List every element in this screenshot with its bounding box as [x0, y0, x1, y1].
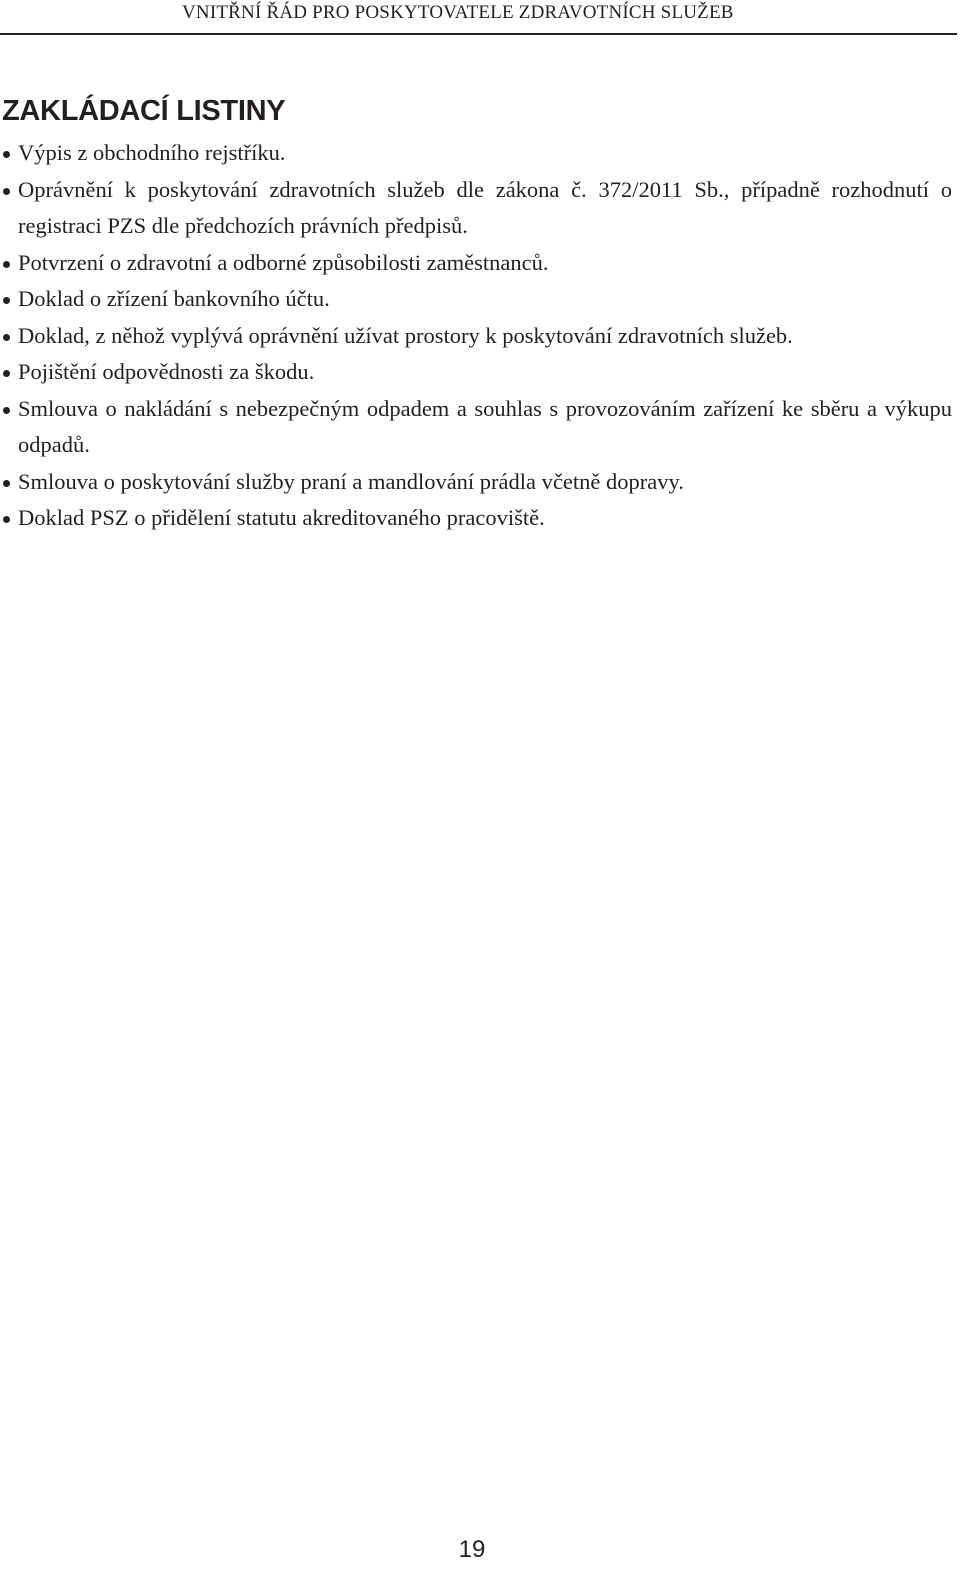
- running-header-title: VNITŘNÍ ŘÁD PRO POSKYTOVATELE ZDRAVOTNÍCH SLUŽEB: [182, 2, 734, 23]
- list-item: [0, 464, 952, 501]
- list-item: [0, 500, 952, 537]
- bullet-icon: [3, 480, 10, 487]
- list-item: [0, 318, 952, 355]
- list-item: [0, 391, 952, 464]
- bullet-icon: [3, 334, 10, 341]
- bullet-icon: [3, 188, 10, 195]
- document-list: [0, 135, 952, 537]
- list-item: [0, 281, 952, 318]
- list-item-text: Pojištění odpovědnosti za škodu.: [18, 359, 315, 384]
- list-item-text: Smlouva o nakládání s nebezpečným odpadem a souhlas s provozováním zařízení ke sběru a výkupu odpadů.: [18, 395, 952, 457]
- list-item: [0, 354, 952, 391]
- section-title: ZAKLÁDACÍ LISTINY: [2, 95, 286, 127]
- list-item-text: Doklad PSZ o přidělení statutu akreditovaného pracoviště.: [18, 505, 545, 530]
- list-item: [0, 172, 952, 245]
- list-item-text: Výpis z obchodního rejstříku.: [18, 140, 286, 165]
- bullet-icon: [3, 407, 10, 414]
- list-item-text: Smlouva o poskytování služby praní a mandlování prádla včetně dopravy.: [18, 468, 684, 494]
- bullet-icon: [3, 370, 10, 377]
- bullet-icon: [3, 516, 10, 523]
- page-number: 19: [458, 1536, 486, 1563]
- bullet-icon: [3, 261, 10, 268]
- list-item-text: Doklad, z něhož vyplývá oprávnění užívat prostory k poskytování zdravotních služeb.: [18, 322, 793, 348]
- list-item-text: Doklad o zřízení bankovního účtu.: [18, 286, 330, 311]
- bullet-icon: [3, 297, 10, 304]
- list-item: [0, 245, 952, 282]
- bullet-icon: [3, 151, 10, 158]
- list-item: [0, 135, 952, 172]
- running-header: [0, 0, 960, 34]
- list-item-text: Oprávnění k poskytování zdravotních služeb dle zákona č. 372/2011 Sb., případně rozhodnutí o registraci PZS dle předchozích právních předpisů.: [18, 176, 952, 238]
- list-item-text: Potvrzení o zdravotní a odborné způsobilosti zaměstnanců.: [18, 249, 549, 275]
- header-rule: [0, 33, 957, 35]
